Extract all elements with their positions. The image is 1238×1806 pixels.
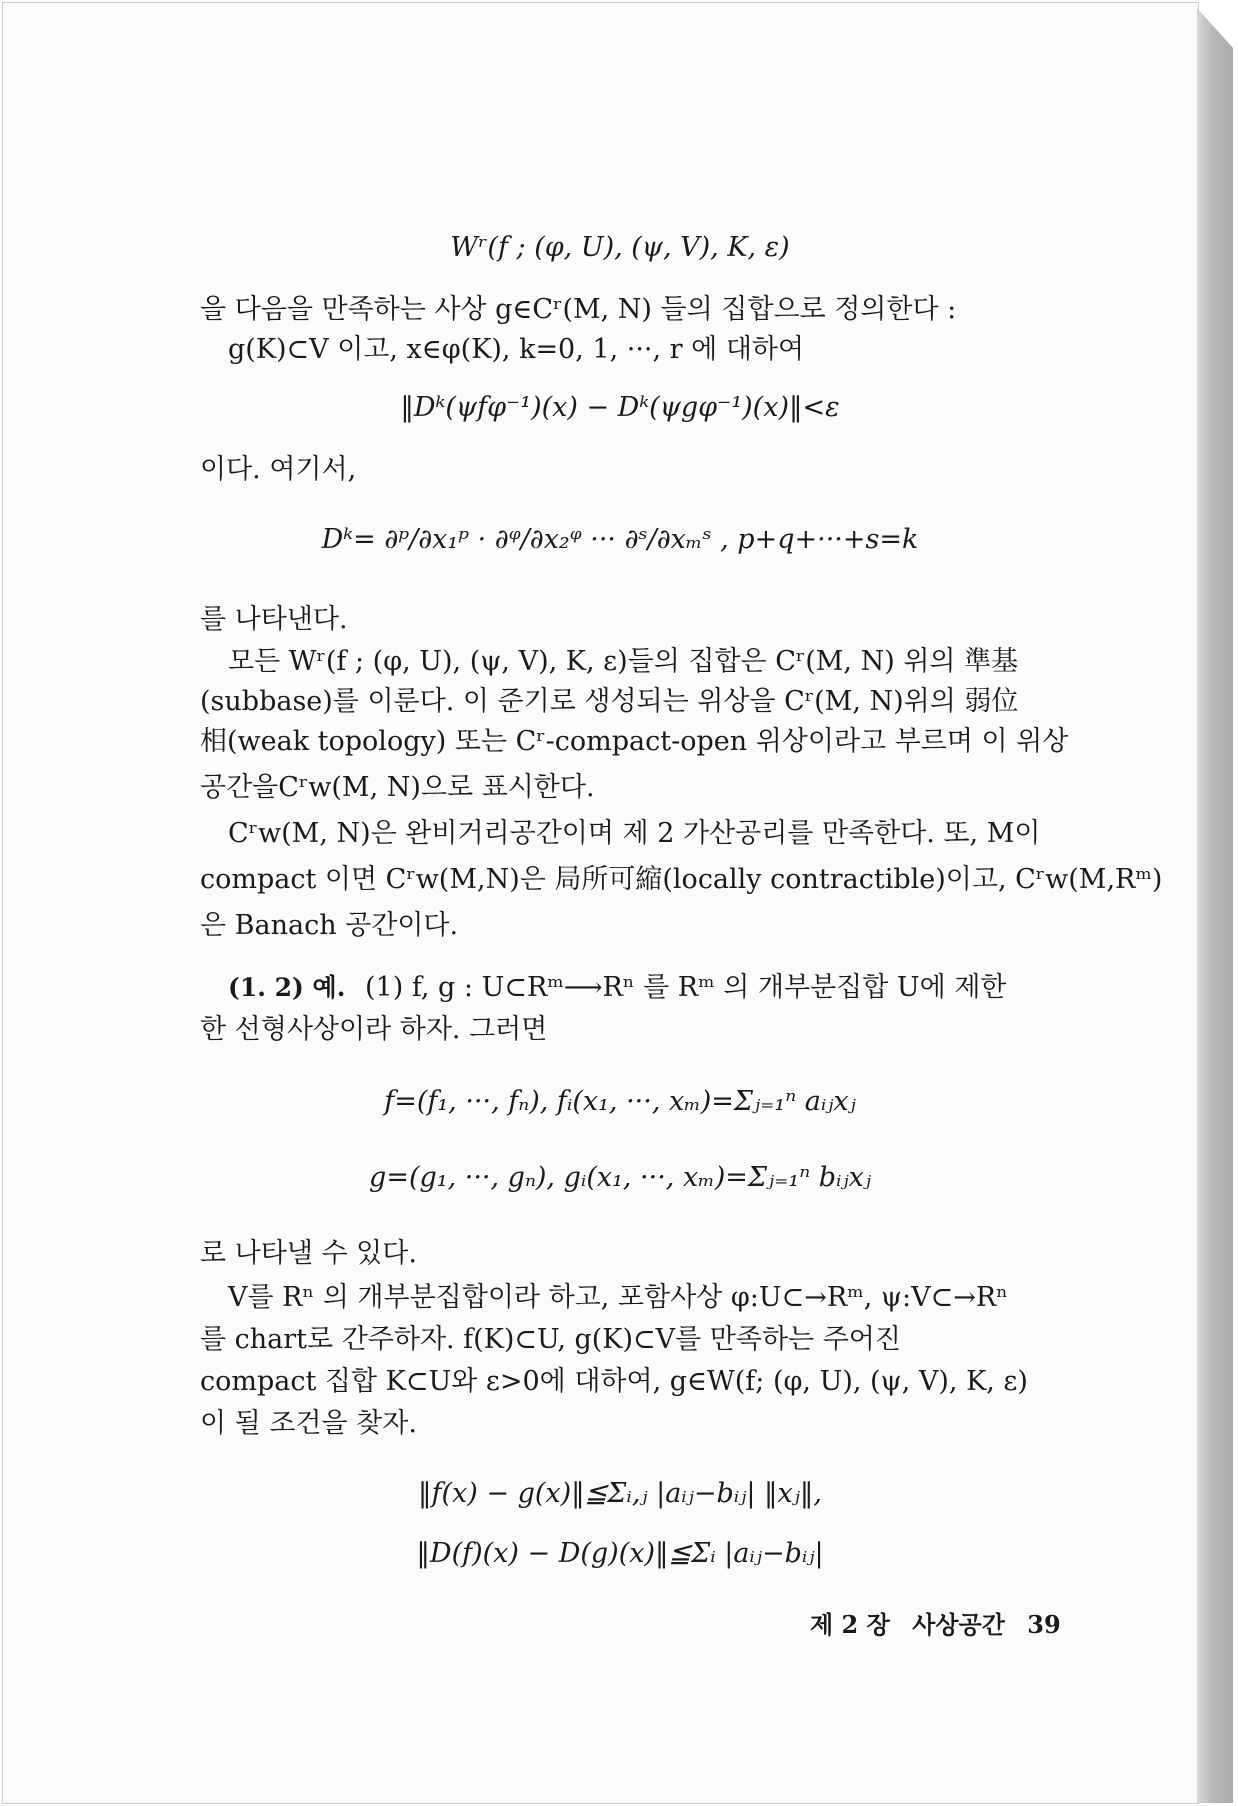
paragraph-line: compact 집합 K⊂U와 ε>0에 대하여, g∈W(f; (φ, U), (ψ, V), K, ε)	[200, 1366, 1028, 1397]
paragraph-line: V를 Rⁿ 의 개부분집합이라 하고, 포함사상 φ:U⊂→Rᵐ, ψ:V⊂→Rⁿ	[228, 1282, 1008, 1313]
paragraph-line: (subbase)를 이룬다. 이 준기로 생성되는 위상을 Cʳ(M, N)위의 弱位	[200, 686, 1019, 717]
example-label: (1. 2) 예.	[228, 973, 346, 1002]
equation-g-linear: g=(g₁, ···, gₙ), gᵢ(x₁, ···, xₘ)=Σⱼ₌₁ⁿ bᵢⱼxⱼ	[369, 1162, 871, 1193]
text-line: g(K)⊂V 이고, x∈φ(K), k=0, 1, ···, r 에 대하여	[228, 334, 805, 365]
text-line: 를 나타낸다.	[200, 604, 348, 635]
paragraph-line: 공간을Cʳw(M, N)으로 표시한다.	[200, 772, 595, 803]
paragraph-line: 를 chart로 간주하자. f(K)⊂U, g(K)⊂V를 만족하는 주어진	[200, 1324, 901, 1355]
text-line: 로 나타낼 수 있다.	[200, 1238, 417, 1269]
footer-chapter: 제 2 장	[810, 1610, 890, 1639]
equation-w-set: Wʳ(f ; (φ, U), (ψ, V), K, ε)	[450, 232, 790, 263]
paragraph-line: 相(weak topology) 또는 Cʳ-compact-open 위상이라고 부르며 이 위상	[200, 726, 1069, 757]
page-edge-shadow	[1197, 8, 1233, 1803]
equation-derivative-estimate: ‖D(f)(x) − D(g)(x)‖≦Σᵢ |aᵢⱼ−bᵢⱼ|	[416, 1538, 824, 1569]
page-footer	[810, 1605, 1061, 1640]
footer-title: 사상공간	[912, 1610, 1005, 1639]
paragraph-line: Cʳw(M, N)은 완비거리공간이며 제 2 가산공리를 만족한다. 또, M이	[228, 818, 1041, 849]
equation-f-linear: f=(f₁, ···, fₙ), fᵢ(x₁, ···, xₘ)=Σⱼ₌₁ⁿ aᵢⱼxⱼ	[384, 1086, 856, 1117]
paragraph-line: compact 이면 Cʳw(M,N)은 局所可縮(locally contractible)이고, Cʳw(M,Rᵐ)	[200, 864, 1163, 895]
paragraph-line: 이 될 조건을 찾자.	[200, 1408, 417, 1439]
paragraph-line: 모든 Wʳ(f ; (φ, U), (ψ, V), K, ε)들의 집합은 Cʳ(M, N) 위의 準基	[228, 646, 1019, 677]
equation-dk-definition: Dᵏ= ∂ᵖ/∂x₁ᵖ · ∂ᵠ/∂x₂ᵠ ··· ∂ˢ/∂xₘˢ , p+q+···+s=k	[321, 524, 919, 555]
equation-norm-condition: ‖Dᵏ(ψfφ⁻¹)(x) − Dᵏ(ψgφ⁻¹)(x)‖<ε	[400, 392, 840, 423]
example-line: (1) f, g : U⊂Rᵐ⟶Rⁿ 를 Rᵐ 의 개부분집합 U에 제한	[365, 972, 1007, 1003]
paragraph-line: 은 Banach 공간이다.	[200, 910, 459, 941]
text-line: 이다. 여기서,	[200, 454, 357, 485]
page-number: 39	[1027, 1610, 1061, 1639]
example-line: 한 선형사상이라 하자. 그러면	[200, 1014, 548, 1045]
equation-norm-estimate: ‖f(x) − g(x)‖≦Σᵢ,ⱼ |aᵢⱼ−bᵢⱼ| ‖xⱼ‖,	[418, 1478, 822, 1509]
text-line: 을 다음을 만족하는 사상 g∈Cʳ(M, N) 들의 집합으로 정의한다 :	[200, 294, 957, 325]
